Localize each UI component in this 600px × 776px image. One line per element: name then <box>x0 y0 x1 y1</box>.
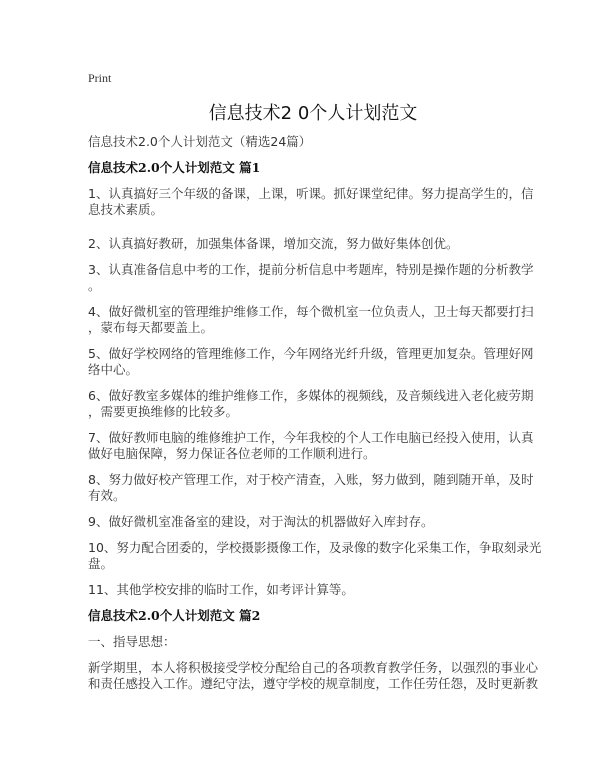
paragraph <box>88 514 528 530</box>
paragraph-line: 7、做好教师电脑的维修维护工作，今年我校的个人工作电脑已经投入使用，认真 <box>88 430 534 445</box>
paragraph <box>88 236 528 252</box>
paragraph-line: 新学期里，本人将积极接受学校分配给自己的各项教育教学任务，以强烈的事业心 <box>88 660 539 675</box>
paragraph-line: 3、认真准备信息中考的工作，提前分析信息中考题库，特别是操作题的分析教学 <box>88 262 534 277</box>
print-link[interactable]: Print <box>88 71 112 85</box>
paragraph <box>88 304 534 336</box>
paragraph <box>88 660 539 692</box>
paragraph-line: 9、做好微机室准备室的建设，对于淘汰的机器做好入库封存。 <box>88 514 434 529</box>
paragraph-line: 10、努力配合团委的，学校摄影摄像工作，及录像的数字化采集工作，争取刻录光 <box>88 540 542 555</box>
paragraph-line: 和责任感投入工作。遵纪守法，遵守学校的规章制度，工作任劳任怨，及时更新教 <box>88 676 539 691</box>
paragraph-line: 6、做好教室多媒体的维护维修工作，多媒体的视频线，及音频线进入老化疲劳期 <box>88 388 534 403</box>
document-body <box>88 160 542 692</box>
paragraph-line: 盘。 <box>88 556 114 571</box>
paragraph <box>88 346 534 378</box>
paragraph-line: 有效。 <box>88 488 126 503</box>
paragraph <box>88 388 534 420</box>
paragraph-line: 。 <box>88 278 101 293</box>
paragraph-line: 2、认真搞好教研，加强集体备课，增加交流，努力做好集体创优。 <box>88 236 459 251</box>
paragraph-line: ，蒙布每天都要盖上。 <box>88 320 214 335</box>
paragraph-line: 4、做好微机室的管理维护维修工作，每个微机室一位负责人，卫士每天都要打扫 <box>88 304 534 319</box>
paragraph-line: 一、指导思想： <box>88 634 176 649</box>
paragraph-line: 5、做好学校网络的管理维修工作，今年网络光纤升级，管理更加复杂。管理好网 <box>88 346 534 361</box>
paragraph <box>88 540 542 572</box>
document-subtitle: 信息技术2.0个人计划范文（精选24篇） <box>88 134 312 149</box>
paragraph <box>88 186 534 218</box>
document-title: 信息技术2 0个人计划范文 <box>208 103 418 124</box>
paragraph-line: 8、努力做好校产管理工作，对于校产清查，入账，努力做到，随到随开单，及时 <box>88 472 534 487</box>
paragraph-line: 11、其他学校安排的临时工作，如考评计算等。 <box>88 582 354 597</box>
paragraph-line: 做好电脑保障，努力保证各位老师的工作顺利进行。 <box>88 446 376 461</box>
section-heading: 信息技术2.0个人计划范文 篇1 <box>88 160 261 175</box>
paragraph <box>88 430 534 462</box>
paragraph <box>88 634 528 650</box>
paragraph <box>88 582 528 598</box>
section-heading: 信息技术2.0个人计划范文 篇2 <box>88 608 261 623</box>
paragraph <box>88 262 534 294</box>
paragraph-line: ，需要更换维修的比较多。 <box>88 404 239 419</box>
document-page <box>88 70 542 702</box>
paragraph-line: 息技术素质。 <box>88 202 164 217</box>
paragraph-line: 1、认真搞好三个年级的备课，上课，听课。抓好课堂纪律。努力提高学生的，信 <box>88 186 534 201</box>
paragraph <box>88 472 534 504</box>
paragraph-line: 络中心。 <box>88 362 139 377</box>
